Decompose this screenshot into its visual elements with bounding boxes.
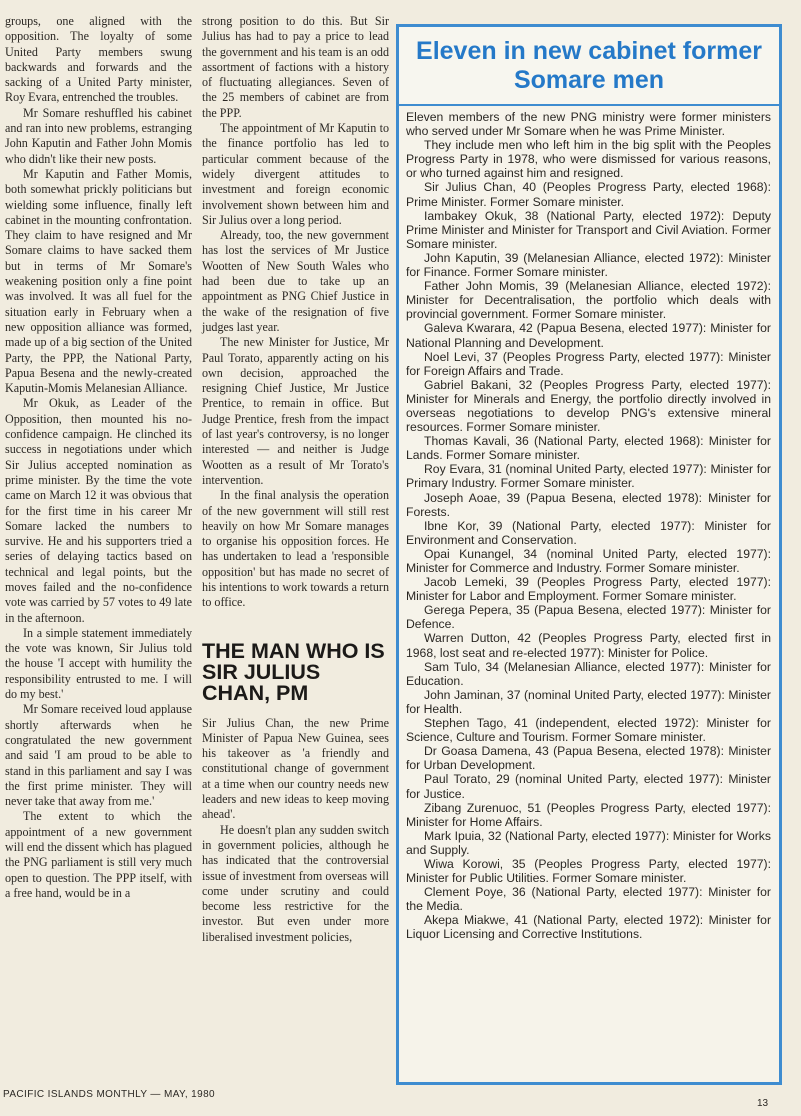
- paragraph: Mr Kaputin and Father Momis, both somewhat prickly politicians but wielding some influence, finally left cabinet in the mounting confrontation. They claim to have resigned and Mr Somare claims to have sacked them but in terms of Mr Somare's weakening position only a fine point was involved. It was all fuel for the situation early in February when a new opposition alliance was formed, made up of a big section of the United Party, the PPP, the National Party, Papua Besena and the newly-created Kaputin-Momis Melanesian Alliance.: [5, 166, 192, 396]
- minister-entry: Father John Momis, 39 (Melanesian Alliance, elected 1972): Minister for Decentralisation, the portfolio which deals with provincial government. Former Somare minister.: [406, 279, 771, 322]
- publication-footer: PACIFIC ISLANDS MONTHLY — MAY, 1980: [3, 1089, 216, 1100]
- minister-entry: John Kaputin, 39 (Melanesian Alliance, elected 1972): Minister for Finance. Former Somare minister.: [406, 250, 771, 280]
- minister-entry: Warren Dutton, 42 (Peoples Progress Party, elected first in 1968, lost seat and re-elected 1977): Minister for Police.: [406, 631, 771, 660]
- minister-entry: Opai Kunangel, 34 (nominal United Party, elected 1977): Minister for Commerce and Industry. Former Somare minister.: [406, 546, 771, 575]
- paragraph: He doesn't plan any sudden switch in government policies, although he has indicated that the controversial issue of investment from overseas will come under scrutiny and could become less restrictive for the investor. But even under more liberalised investment policies,: [202, 822, 389, 944]
- minister-entry: Gabriel Bakani, 32 (Peoples Progress Party, elected 1977): Minister for Minerals and Energy, the portfolio directly involved in overseas negotiations to develop PNG's extensive mineral resources. Former Somare minister.: [406, 377, 771, 435]
- minister-entry: Sam Tulo, 34 (Melanesian Alliance, elected 1977): Minister for Education.: [406, 659, 771, 688]
- cabinet-list-box: [396, 24, 782, 1085]
- minister-entry: Roy Evara, 31 (nominal United Party, elected 1977): Minister for Primary Industry. Former Somare minister.: [406, 462, 771, 491]
- paragraph: The new Minister for Justice, Mr Paul Torato, apparently acting on his own decision, approached the resigning Chief Justice, Mr Justice Prentice, to remain in office. But Judge Prentice, fresh from the impact of last year's controversy, is no longer interested — and neither is Judge Wootten as a result of Mr Torato's intervention.: [202, 335, 389, 487]
- minister-entry: Thomas Kavali, 36 (National Party, elected 1968): Minister for Lands. Former Somare minister.: [406, 434, 771, 463]
- minister-entry: Dr Goasa Damena, 43 (Papua Besena, elected 1978): Minister for Urban Development.: [406, 744, 771, 773]
- article-column-2: [202, 14, 389, 945]
- minister-entry: Joseph Aoae, 39 (Papua Besena, elected 1978): Minister for Forests.: [406, 490, 771, 519]
- minister-entry: Clement Poye, 36 (National Party, elected 1977): Minister for the Media.: [406, 885, 771, 914]
- minister-entry: Akepa Miakwe, 41 (National Party, elected 1972): Minister for Liquor Licensing and Corrective Institutions.: [406, 913, 771, 942]
- box-body: [399, 106, 779, 942]
- paragraph: In the final analysis the operation of the new government will still rest heavily on how Mr Somare manages to organise his opposition forces. He has undertaken to lead a 'responsible opposition' but has made no secret of his intentions to work towards a return to office.: [202, 488, 389, 610]
- paragraph: Mr Somare received loud applause shortly afterwards when he congratulated the new government and said 'I am proud to be able to stand in this parliament and say I was the first prime minister. They will never take that away from me.': [5, 702, 192, 809]
- minister-entry: Paul Torato, 29 (nominal United Party, elected 1977): Minister for Justice.: [406, 772, 771, 801]
- minister-entry: Stephen Tago, 41 (independent, elected 1972): Minister for Science, Culture and Tourism. Former Somare minister.: [406, 716, 771, 745]
- paragraph: In a simple statement immediately the vote was known, Sir Julius told the house 'I accept with humility the responsibility entrusted to me. I will do my best.': [5, 625, 192, 702]
- paragraph: Sir Julius Chan, the new Prime Minister of Papua New Guinea, sees his takeover as 'a friendly and constitutional change of government at a time when our country needs new leaders and new ideas to keep moving ahead'.: [202, 715, 389, 822]
- minister-entry: Gerega Pepera, 35 (Papua Besena, elected 1977): Minister for Defence.: [406, 603, 771, 632]
- paragraph: groups, one aligned with the opposition. The loyalty of some United Party members swung backwards and forwards and the sacking of a United Party minister, Roy Evara, entrenched the troubles.: [5, 14, 192, 105]
- paragraph: The appointment of Mr Kaputin to the finance portfolio has led to particular comment because of the widely divergent attitudes to investment and foreign economic involvement shown between him and Sir Julius over a long period.: [202, 121, 389, 227]
- paragraph: The extent to which the appointment of a new government will end the dissent which has plagued the PNG parliament is still very much open to question. The PPP itself, with a free hand, would be in a: [5, 809, 192, 900]
- minister-entry: Galeva Kwarara, 42 (Papua Besena, elected 1977): Minister for National Planning and Development.: [406, 321, 771, 350]
- minister-entry: Ibne Kor, 39 (National Party, elected 1977): Minister for Environment and Conservation.: [406, 518, 771, 547]
- minister-entry: Mark Ipuia, 32 (National Party, elected 1977): Minister for Works and Supply.: [406, 828, 771, 857]
- article-column-1: [5, 14, 192, 901]
- box-title: Eleven in new cabinet former Somare men: [399, 27, 779, 106]
- minister-entry: Iambakey Okuk, 38 (National Party, elected 1972): Deputy Prime Minister and Minister for Transport and Civil Aviation. Former Somare minister.: [406, 208, 771, 251]
- minister-entry: John Jaminan, 37 (nominal United Party, elected 1977): Minister for Health.: [406, 687, 771, 716]
- paragraph: strong position to do this. But Sir Julius has had to pay a price to lead the government and his team is an odd assortment of factions with a history of fluctuating allegiances. Seven of the 25 members of cabinet are from the PPP.: [202, 14, 389, 120]
- minister-entry: Jacob Lemeki, 39 (Peoples Progress Party, elected 1977): Minister for Labor and Employment. Former Somare minister.: [406, 575, 771, 604]
- paragraph: Mr Okuk, as Leader of the Opposition, then mounted his no-confidence campaign. He clinched its success in negotiations under which Sir Julius accepted nomination as prime minister. By the time the vote came on March 12 it was obvious that for the first time in his career Mr Somare lacked the numbers to survive. He and his supporters tried a series of delaying tactics based on technical and legal points, but the moves failed and the no-confidence vote was carried by 57 votes to 49 late in the afternoon.: [5, 396, 192, 625]
- minister-entry: Noel Levi, 37 (Peoples Progress Party, elected 1977): Minister for Foreign Affairs and Trade.: [406, 349, 771, 378]
- paragraph: Already, too, the new government has lost the services of Mr Justice Wootten of New South Wales who had been due to take up an appointment as PNG Chief Justice in the wake of the resignation of five judges last year.: [202, 228, 389, 334]
- box-paragraph: Eleven members of the new PNG ministry were former ministers who served under Mr Somare when he was Prime Minister.: [406, 110, 771, 139]
- page-number: 13: [757, 1098, 769, 1109]
- sidebar-article-headline: THE MAN WHO IS SIR JULIUS CHAN, PM: [202, 638, 385, 705]
- paragraph: Mr Somare reshuffled his cabinet and ran into new problems, estranging John Kaputin and Father John Momis who didn't like their new posts.: [5, 105, 192, 166]
- minister-entry: Wiwa Korowi, 35 (Peoples Progress Party, elected 1977): Minister for Public Utilities. Former Somare minister.: [406, 856, 771, 886]
- box-paragraph: They include men who left him in the big split with the Peoples Progress Party in 1978, who were dismissed for various reasons, or who turned against him and resigned.: [406, 138, 771, 181]
- minister-entry: Zibang Zurenuoc, 51 (Peoples Progress Party, elected 1977): Minister for Home Affairs.: [406, 800, 771, 829]
- minister-entry: Sir Julius Chan, 40 (Peoples Progress Party, elected 1968): Prime Minister. Former Somare minister.: [406, 180, 771, 209]
